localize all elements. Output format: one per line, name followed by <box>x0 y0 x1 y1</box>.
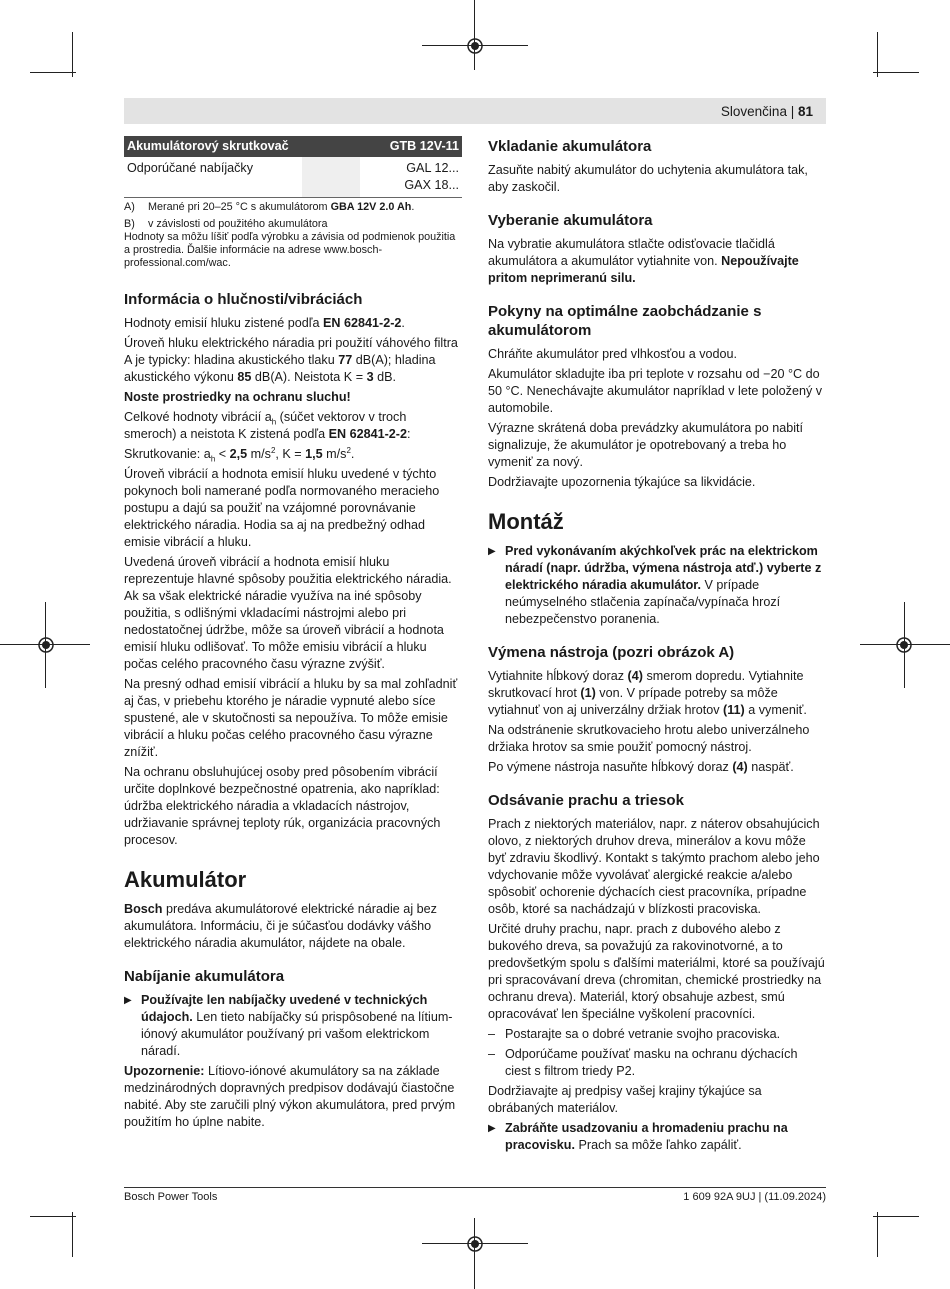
paragraph: Na ochranu obsluhujúcej osoby pred pôsobením vibrácií určite doplnkové bezpečnostné opatrenia, ako napríklad: údržba elektrického náradia a vkladacích nástrojov, udržiavanie správnej teploty rúk, organizácia pracovných procesov. <box>124 765 441 847</box>
note-extra: Hodnoty sa môžu líšiť podľa výrobku a závisia od podmienok použitia a prostredia. Ďalšie informácie na adrese www.bosch-professional.com/wac. <box>124 231 456 269</box>
paragraph: Upozornenie: Lítiovo-iónové akumulátory sa na základe medzinárodných dopravných predpisov dodávajú čiastočne nabité. Aby ste zaručili plný výkon akumulátora, pred prvým použitím ho úplne nabite. <box>124 1064 456 1129</box>
crop-mark <box>877 1212 878 1257</box>
paragraph-warning: Noste prostriedky na ochranu sluchu! <box>124 390 351 404</box>
paragraph: Po výmene nástroja nasuňte hĺbkový doraz (4) naspäť. <box>488 760 794 774</box>
paragraph: Úroveň hluku elektrického náradia pri použití váhového filtra A je typicky: hladina akustického tlaku 77 dB(A); hladina akustického výkonu 85 dB(A). Neistota K = 3 dB. <box>124 336 458 384</box>
left-column <box>124 136 462 1134</box>
header-language: Slovenčina <box>720 104 787 119</box>
heading-remove-battery: Vyberanie akumulátora <box>488 212 653 229</box>
page-number: 81 <box>797 104 813 119</box>
bullet-item: ▶ Zabráňte usadzovaniu a hromadeniu prachu na pracovisku. Prach sa môže ľahko zapáliť. <box>488 1121 788 1152</box>
spec-table <box>124 136 462 198</box>
crop-mark <box>873 72 919 73</box>
crop-mark <box>873 1216 919 1217</box>
bullet-arrow-icon: ▶ <box>488 1123 496 1134</box>
table-row <box>124 157 462 198</box>
crop-mark <box>72 1212 73 1257</box>
registration-mark-icon <box>466 1235 484 1253</box>
footer-publisher: Bosch Power Tools <box>124 1191 218 1203</box>
paragraph: Prach z niektorých materiálov, napr. z náterov obsahujúcich olovo, z niektorých druhov dreva, minerálov a kovu môže byť zdraviu škodlivý. Kontakt s takýmto prachom alebo jeho vdychovanie môže vyvolávať alergické reakcie a/alebo spôsobiť ochorenie dýchacích ciest pracovníka, prípadne osôb, ktoré sa nachádzajú v blízkosti pracoviska. <box>488 817 820 916</box>
paragraph: Na presný odhad emisií vibrácií a hluku by sa mal zohľadniť aj čas, v priebehu ktorého je náradie vypnuté alebo síce spustené, ale v skutočnosti sa nepoužíva. To môže emisie vibrácií a hluku počas celého pracovného času výrazne znížiť. <box>124 677 458 759</box>
paragraph: Bosch predáva akumulátorové elektrické náradie aj bez akumulátora. Informáciu, či je súčasťou dodávky vášho elektrického náradia akumulátor, nájdete na obale. <box>124 902 437 950</box>
dash-item: – Postarajte sa o dobré vetranie svojho pracoviska. <box>488 1027 781 1041</box>
page-header: Slovenčina | 81 <box>720 104 813 119</box>
bullet-item: ▶ Pred vykonávaním akýchkoľvek prác na elektrickom náradí (napr. údržba, výmena nástroja atď.) vyberte z elektrického náradia akumulátor. V prípade neúmyselného stlačenia zapínača/vypínača hrozí nebezpečenstvo poranenia. <box>488 544 822 626</box>
paragraph: Určité druhy prachu, napr. prach z dubového alebo z bukového dreva, sa považujú za rakovinotvorné, a to predovšetkým spolu s ďalšími materiálmi, ktoré sa používajú pri spracovávaní dreva (chromitan, chemické prostriedky na ochranu dreva). Materiál, ktorý obsahuje azbest, smú opracovávať len špeciálne vyškolení pracovníci. <box>488 922 825 1021</box>
paragraph: Chráňte akumulátor pred vlhkosťou a vodou. <box>488 347 738 361</box>
heading-insert-battery: Vkladanie akumulátora <box>488 138 652 155</box>
paragraph: Hodnoty emisií hluku zistené podľa EN 62841-2-2. <box>124 316 405 330</box>
paragraph: Úroveň vibrácií a hodnota emisií hluku uvedené v týchto pokynoch boli namerané podľa normovaného meracieho postupu a dajú sa použiť na vzájomné porovnávanie elektrického náradia. Hodia sa aj na predbežný odhad emisie vibrácií a hluku. <box>124 467 440 549</box>
bullet-arrow-icon: ▶ <box>488 546 496 557</box>
paragraph: Zasuňte nabitý akumulátor do uchytenia akumulátora tak, aby zaskočil. <box>488 163 808 194</box>
heading-charging: Nabíjanie akumulátora <box>124 968 285 985</box>
paragraph: Na vybratie akumulátora stlačte odisťovacie tlačidlá akumulátora a akumulátor vytiahnite von. Nepoužívajte pritom neprimeranú silu. <box>488 237 799 285</box>
registration-mark-icon <box>895 636 913 654</box>
paragraph: Dodržiavajte upozornenia týkajúce sa likvidácie. <box>488 475 756 489</box>
heading-battery: Akumulátor <box>124 867 247 892</box>
table-notes <box>124 201 462 270</box>
right-column <box>488 136 826 1157</box>
crop-mark <box>30 72 76 73</box>
paragraph: Skrutkovanie: $a_h < 2,5$ $m/s^2$, K = 1,5 $m/s^2$. <box>124 445 355 464</box>
table-header-model: GTB 12V-11 <box>360 136 462 157</box>
crop-mark <box>877 32 878 77</box>
charger-1: GAL 12... <box>406 161 459 175</box>
crop-mark <box>474 0 475 70</box>
registration-mark-icon <box>37 636 55 654</box>
table-header-product: Akumulátorový skrutkovač <box>124 136 360 157</box>
heading-noise: Informácia o hlučnosti/vibráciách <box>124 291 363 308</box>
dash-item: – Odporúčame používať masku na ochranu dýchacích ciest s filtrom triedy P2. <box>488 1047 798 1078</box>
heading-dust-extraction: Odsávanie prachu a triesok <box>488 792 684 809</box>
heading-tool-change: Výmena nástroja (pozri obrázok A) <box>488 644 735 661</box>
paragraph: Uvedená úroveň vibrácií a hodnota emisií hluku reprezentuje hlavné spôsoby použitia elektrického náradia. Ak sa však elektrické náradie využíva na iné spôsoby použitia, s odlišnými vkladacími nástrojmi alebo pri nedostatočnej údržbe, môže sa úroveň vibrácií a hodnota emisií hluku odlišovať. To môže emisiu vibrácií a hluku počas celého pracovného času výrazne zvýšiť. <box>124 555 452 671</box>
footer-document-code: 1 609 92A 9UJ | (11.09.2024) <box>683 1191 826 1203</box>
table-cell-empty <box>302 157 360 198</box>
heading-battery-care: Pokyny na optimálne zaobchádzanie s akumulátorom <box>488 303 762 339</box>
paragraph: Výrazne skrátená doba prevádzky akumulátora po nabití signalizuje, že akumulátor je opotrebovaný a treba ho vymeniť za nový. <box>488 421 804 469</box>
paragraph: Na odstránenie skrutkovacieho hrotu alebo univerzálneho držiaka hrotov sa smie použiť pomocný nástroj. <box>488 723 810 754</box>
paragraph: Vytiahnite hĺbkový doraz (4) smerom dopredu. Vytiahnite skrutkovací hrot (1) von. V prípade potreby sa môže vytiahnuť von aj univerzálny držiak hrotov (11) a vymeniť. <box>488 669 807 717</box>
paragraph: Dodržiavajte aj predpisy vašej krajiny týkajúce sa obrábaných materiálov. <box>488 1084 762 1115</box>
crop-mark <box>72 32 73 77</box>
table-row-label: Odporúčané nabíjačky <box>124 157 302 198</box>
note-a: A) Merané pri 20–25 °C s akumulátorom GBA 12V 2.0 Ah. <box>124 201 415 213</box>
note-b: B) v závislosti od použitého akumulátora <box>124 218 328 230</box>
charger-2: GAX 18... <box>404 178 459 192</box>
paragraph: Celkové hodnoty vibrácií $a_h$ (súčet vektorov v troch smeroch) a neistota K zistená podľa EN 62841-2-2: <box>124 410 411 441</box>
bullet-item: ▶ Používajte len nabíjačky uvedené v technických údajoch. Len tieto nabíjačky sú prispôsobené na lítium-iónový akumulátor používaný pri vašom elektrickom náradí. <box>124 993 453 1058</box>
crop-mark <box>474 1218 475 1289</box>
registration-mark-icon <box>466 37 484 55</box>
bullet-arrow-icon: ▶ <box>124 995 132 1006</box>
footer-rule <box>124 1187 826 1188</box>
crop-mark <box>30 1216 76 1217</box>
table-row-value <box>360 157 462 198</box>
heading-assembly: Montáž <box>488 509 564 534</box>
paragraph: Akumulátor skladujte iba pri teplote v rozsahu od −20 °C do 50 °C. Nenechávajte akumulátor napríklad v lete položený v automobile. <box>488 367 823 415</box>
